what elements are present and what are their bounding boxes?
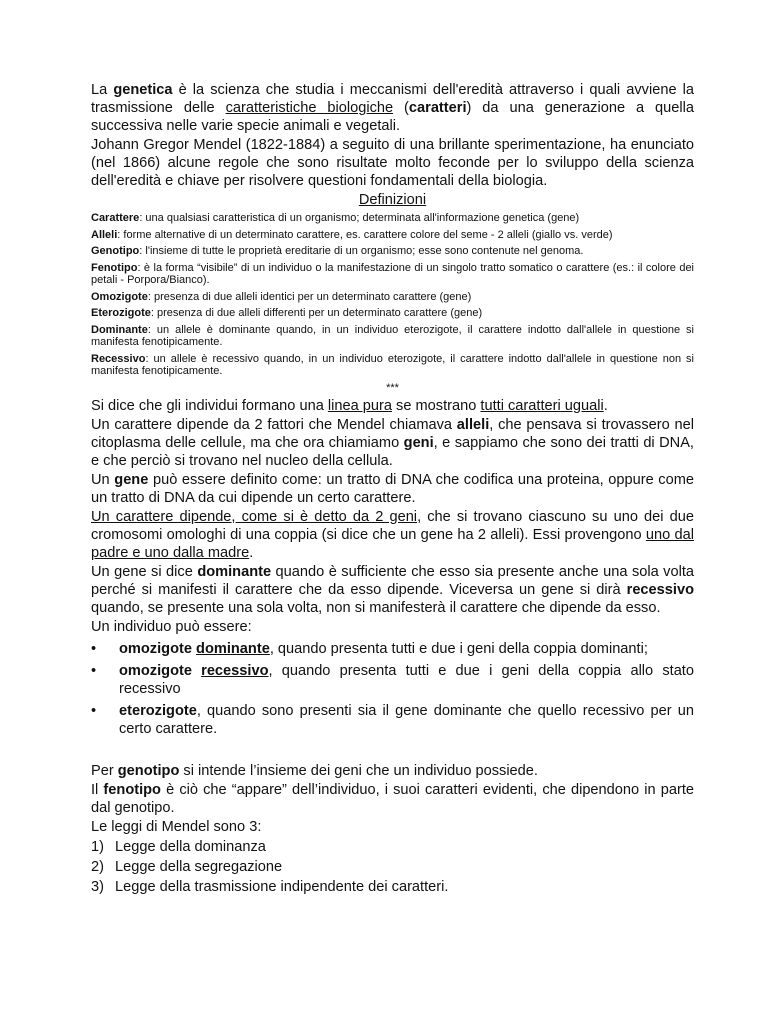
paragraph-genotipo [91, 762, 694, 780]
definition-text: : presenza di due alleli differenti per un determinato carattere (gene) [150, 307, 483, 319]
paragraph-dominante-recessivo [91, 563, 694, 617]
definition-term: Dominante [91, 323, 148, 336]
text-run: è ciò che “appare” dell’individuo, i suoi caratteri evidenti, che dipendono in parte dal genotipo. [91, 781, 694, 816]
numbered-item [91, 858, 694, 876]
definition-text: : l'insieme di tutte le proprietà ereditarie di un organismo; esse sono contenute nel genoma. [139, 245, 584, 257]
text-run: Si dice che gli individui formano una [91, 397, 328, 414]
paragraph-gene [91, 471, 694, 507]
bullet-term-underlined: dominante [196, 640, 270, 657]
bullet-list [91, 640, 694, 738]
bullet-term: omozigote [119, 662, 202, 679]
term-genotipo: genotipo [117, 762, 180, 779]
text-run: se mostrano [392, 397, 481, 414]
text-run: . [603, 397, 608, 414]
bullet-item [91, 662, 694, 698]
definition-term: Alleli [91, 228, 118, 241]
definition-item [91, 324, 694, 349]
definition-item [91, 353, 694, 378]
term-genetica: genetica [113, 82, 173, 98]
underlined-padre-madre: uno dal padre e uno dalla madre [91, 526, 694, 561]
intro-paragraph-genetica [91, 81, 694, 135]
item-text: Legge della trasmissione indipendente dei caratteri. [115, 878, 449, 895]
definition-term: Omozigote [91, 290, 148, 303]
item-number: 1) [91, 838, 104, 855]
text-run: ) da una generazione a quella successiva nelle varie specie animali e vegetali. [91, 100, 694, 134]
text-run: può essere definito come: un tratto di DNA che codifica una proteina, oppure come un tratto di DNA da cui dipende un certo carattere. [91, 471, 694, 506]
term-gene: gene [114, 471, 149, 488]
definition-term: Carattere [91, 212, 140, 224]
definitions-heading: Definizioni [358, 192, 427, 208]
definition-item [91, 291, 694, 304]
text-run: quando, se presente una sola volta, non si manifesterà il carattere che dipende da esso. [91, 599, 661, 616]
underlined-tutti-caratteri-uguali: tutti caratteri uguali [480, 397, 604, 414]
document-body [91, 81, 694, 898]
text-run: si intende l’insieme dei geni che un individuo possiede. [179, 762, 538, 779]
bullet-text: , quando presenta tutti e due i geni della coppia dominanti; [269, 640, 648, 657]
paragraph-fattori [91, 416, 694, 470]
item-text: Legge della segregazione [115, 858, 283, 875]
bullet-term: eterozigote [119, 702, 197, 719]
definition-text: : un allele è recessivo quando, in un individuo eterozigote, il carattere indotto dall'allele in questione non si manifesta fenotipicamente. [91, 352, 694, 377]
underlined-carattere-due-geni: Un carattere dipende, come si è detto da 2 geni [91, 508, 418, 525]
bullet-item [91, 640, 694, 658]
paragraph-leggi-intro: Le leggi di Mendel sono 3: [91, 818, 262, 835]
text-run: quando è sufficiente che esso sia presente anche una sola volta perché si manifesti il carattere che da esso dipende. Viceversa un gene si dirà [91, 563, 695, 598]
term-dominante: dominante [197, 563, 272, 580]
bullet-item [91, 702, 694, 738]
definitions-list [91, 212, 694, 378]
definition-text: : è la forma “visibile” di un individuo o la manifestazione di un singolo tratto somatico o carattere (es.: il colore dei petali - Porpora/Bianco). [91, 261, 694, 286]
definition-item [91, 229, 694, 242]
numbered-item [91, 878, 694, 896]
bullet-icon: • [91, 662, 97, 679]
intro-paragraph-mendel: Johann Gregor Mendel (1822-1884) a seguito di una brillante sperimentazione, ha enunciato (nel 1866) alcune regole che sono risultate molto feconde per lo sviluppo della scienza dell'eredità e chiave per risolvere questioni fondamentali della biologia. [91, 137, 694, 189]
text-run: è la scienza che studia i meccanismi dell'eredità attraverso i quali avviene la trasmissione delle [91, 82, 694, 116]
text-run: Per [91, 762, 118, 779]
bullet-text: , quando presenta tutti e due i geni della coppia allo stato recessivo [119, 662, 694, 697]
definition-text: : presenza di due alleli identici per un determinato carattere (gene) [147, 290, 472, 303]
definition-term: Eterozigote [91, 307, 151, 319]
text-run: Un gene si dice [91, 563, 198, 580]
text-run: . [249, 544, 254, 561]
text-run: ( [393, 100, 409, 116]
bullet-term-underlined: recessivo [201, 662, 269, 679]
text-run: La [91, 82, 114, 98]
paragraph-fenotipo [91, 781, 694, 817]
numbered-item [91, 838, 694, 856]
underlined-linea-pura: linea pura [327, 397, 392, 414]
item-number: 3) [91, 878, 104, 895]
definition-term: Fenotipo [91, 261, 138, 274]
term-alleli: alleli [456, 416, 490, 433]
definition-term: Recessivo [91, 352, 146, 365]
paragraph-individuo: Un individuo può essere: [91, 618, 252, 635]
section-separator: *** [386, 381, 399, 394]
definition-text: : un allele è dominante quando, in un individuo eterozigote, il carattere indotto dall'allele in questione si manifesta fenotipicamente. [91, 323, 694, 348]
term-geni: geni [403, 434, 434, 451]
item-number: 2) [91, 858, 104, 875]
definition-item [91, 262, 694, 287]
text-run: Il [91, 781, 104, 798]
text-run: , che pensava si trovassero nel citoplasma delle cellule, ma che ora chiamiamo [91, 416, 694, 451]
paragraph-linea-pura [91, 397, 694, 415]
text-run: Un [91, 471, 115, 488]
bullet-icon: • [91, 640, 97, 657]
text-run: Un carattere dipende da 2 fattori che Mendel chiamava [91, 416, 457, 433]
text-run: , che si trovano ciascuno su uno dei due cromosomi omologhi di una coppia (si dice che un gene ha 2 alleli). Essi provengono [91, 508, 694, 543]
numbered-list [91, 838, 694, 896]
definition-text: : forme alternative di un determinato carattere, es. carattere colore del seme - 2 alleli (giallo vs. verde) [117, 228, 613, 241]
definition-text: : una qualsiasi caratteristica di un organismo; determinata all'informazione genetica (gene) [139, 212, 580, 224]
underlined-caratteristiche-biologiche: caratteristiche biologiche [225, 100, 394, 116]
paragraph-due-geni [91, 508, 694, 562]
bullet-text: , quando sono presenti sia il gene dominante che quello recessivo per un certo carattere. [119, 702, 694, 737]
definition-term: Genotipo [91, 245, 140, 257]
bullet-icon: • [91, 702, 97, 719]
term-caratteri: caratteri [408, 100, 467, 116]
text-run: , e sappiamo che sono dei tratti di DNA, e che perciò si trovano nel nucleo della cellula. [91, 434, 694, 469]
term-recessivo: recessivo [626, 581, 694, 598]
item-text: Legge della dominanza [115, 838, 266, 855]
term-fenotipo: fenotipo [103, 781, 161, 798]
bullet-term: omozigote [119, 640, 197, 657]
definition-item [91, 245, 694, 258]
blank-line [91, 742, 694, 762]
definition-item [91, 307, 694, 320]
definition-item [91, 212, 694, 225]
